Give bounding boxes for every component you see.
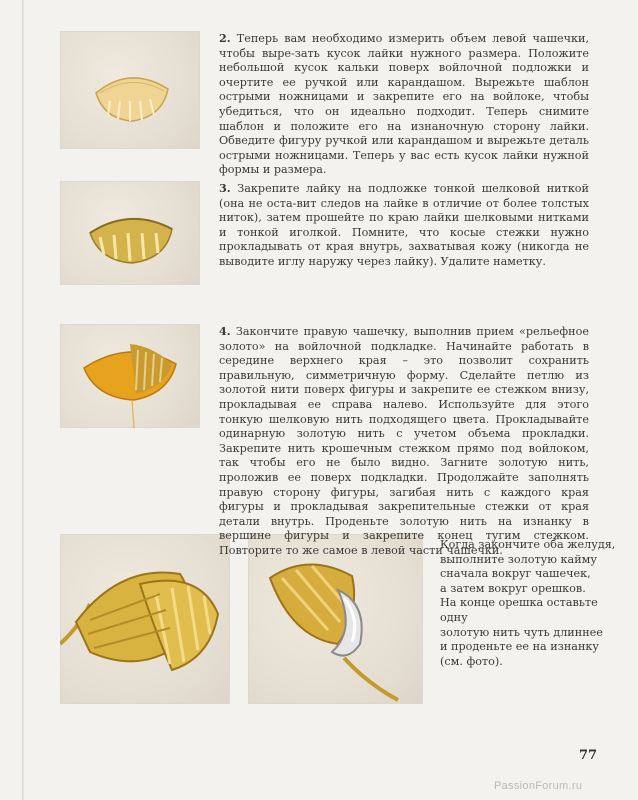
watermark: PassionForum.ru — [494, 780, 583, 792]
photo-step-4-relief-gold — [60, 324, 200, 428]
step-2-paragraph — [219, 31, 589, 178]
acorn-gold-illustration — [60, 534, 230, 704]
step-3-paragraph — [219, 181, 589, 270]
photo-finished-acorn-right — [248, 534, 423, 704]
step-4-number: 4. — [219, 324, 231, 338]
page-spine-edge — [22, 0, 24, 800]
step-2-number: 2. — [219, 31, 231, 45]
crescent-leather-illustration — [60, 31, 200, 149]
photo-finished-acorn-left — [60, 534, 230, 704]
page-number: 77 — [579, 748, 598, 763]
step-3-number: 3. — [219, 181, 231, 195]
step-4-paragraph — [219, 324, 589, 559]
gold-crescent-illustration — [60, 181, 200, 285]
step-3-text: Закрепите лайку на подложке тонкой шелковой ниткой (она не оста-вит следов на лайке в отличие от более толстых ниток), затем прошейте по краю лайки шелковыми нитками и тонкой иголкой. Помните, что косые стежки нужно прокладывать от края внутрь, захватывая кожу (никогда не выводите иглу наружу через лайку). Удалите наметку. — [219, 182, 589, 268]
relief-gold-illustration — [60, 324, 200, 428]
photo-step-3-gold-leather — [60, 181, 200, 285]
step-2-text: Теперь вам необходимо измерить объем левой чашечки, чтобы выре-зать кусок лайки нужного размера. Положите небольшой кусок кальки поверх войлочной подложки и очертите ее ручкой или карандашом. Вырежьте шаблон острыми ножницами и закрепите его на войлоке, чтобы убедиться, что он идеально подходит. Теперь снимите шаблон и положите его на изнаночную сторону лайки. Обведите фигуру ручкой или карандашом и вырежьте деталь острыми ножницами. Теперь у вас есть кусок лайки нужной формы и размера. — [219, 32, 589, 177]
acorn-silver-illustration — [248, 534, 423, 704]
photo-step-2-leather-template — [60, 31, 200, 149]
step-4-text: Закончите правую чашечку, выполнив прием «рельефное золото» на войлочной подкладке. Начинайте работать в середине верхнего края – это позволит сохранить правильную, симметричную форму. Сделайте петлю из золотой нити поверх фигуры и закрепите ее стежком внизу, прокладывая ее справа налево. Используйте для этого тонкую шелковую нить подходящего цвета. Прокладывайте одинарную золотую нить с учетом объема прокладки. Закрепите нить крошечным стежком прямо под войлоком, так чтобы его не было видно. Загните золотую нить, проложив ее поверх подкладки. Продолжайте заполнять правую сторону фигуры, загибая нить с каждого края фигуры и прокладывая закрепительные стежки от края детали внутрь. Проденьте золотую нить на изнанку в вершине фигуры и закрепите конец тугим стежком. Повторите то же самое в левой части чашечки. — [219, 325, 589, 557]
side-note: Когда закончите оба желудя, выполните золотую кайму сначала вокруг чашечек, а затем вокруг орешков. На конце орешка оставьте одну золотую нить чуть длиннее и проденьте ее на изнанку (см. фото). — [440, 538, 616, 668]
